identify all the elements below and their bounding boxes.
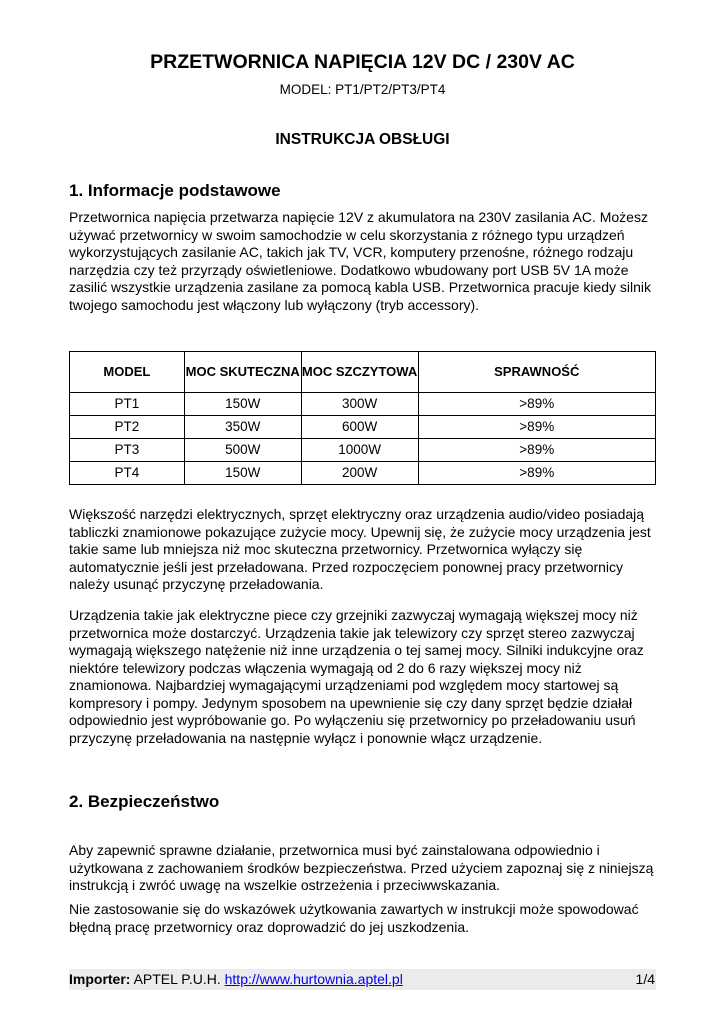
- table-header-cell: SPRAWNOŚĆ: [418, 352, 655, 393]
- page-number: 1/4: [635, 971, 655, 987]
- section-2-heading: 2. Bezpieczeństwo: [69, 792, 220, 811]
- section-1-paragraph-3: Urządzenia takie jak elektryczne piece czy grzejniki zazwyczaj wymagają większej mocy niż przetwornica może dostarczyć. Urządzenia takie jak telewizory czy sprzęt stereo zazwyczaj wymagają większego natężenie niż inne urządzenia o tej samej mocy. Silniki indukcyjne oraz niektóre telewizory podczas włączenia wymagają od 2 do 6 razy większej mocy niż znamionowa. Najbardziej wymagającymi urządzeniami pod względem mocy startowej są kompresory i pompy. Jedynym sposobem na upewnienie się czy dany sprzęt będzie działał odpowiednio jest wypróbowanie go. Po wyłączeniu się przetwornicy po przeładowaniu usuń przyczynę przeładowania na następnie wyłącz i ponownie włącz urządzenie.: [69, 607, 644, 746]
- table-header-row: [70, 352, 656, 393]
- table-cell: >89%: [418, 439, 655, 462]
- table-cell: >89%: [418, 393, 655, 416]
- document-subtitle: INSTRUKCJA OBSŁUGI: [275, 131, 450, 148]
- table-header-cell: MODEL: [70, 352, 185, 393]
- model-line: MODEL: PT1/PT2/PT3/PT4: [279, 82, 446, 97]
- table-row: [70, 439, 656, 462]
- section-1-heading: 1. Informacje podstawowe: [69, 181, 281, 200]
- table-cell: 150W: [184, 393, 301, 416]
- importer-name: APTEL P.U.H.: [133, 971, 221, 987]
- table-cell: >89%: [418, 416, 655, 439]
- table-cell: 1000W: [301, 439, 418, 462]
- spec-table: [69, 351, 656, 485]
- table-cell: 350W: [184, 416, 301, 439]
- table-row: [70, 416, 656, 439]
- table-cell: PT4: [70, 462, 185, 485]
- table-cell: PT2: [70, 416, 185, 439]
- section-1-intro: Przetwornica napięcia przetwarza napięcie 12V z akumulatora na 230V zasilania AC. Możesz używać przetwornicy w swoim samochodzie w celu skorzystania z różnego typu urządzeń wykorzystujących zasilanie AC, takich jak TV, VCR, komputery przenośne, różnego rodzaju narzędzia czy też przyrządy oświetleniowe. Dodatkowo wbudowany port USB 5V 1A może zasilić wszystkie urządzenia zasilane za pomocą kabla USB. Przetwornica pracuje kiedy silnik twojego samochodu jest włączony lub wyłączony (tryb accessory).: [69, 209, 652, 313]
- importer-website-link[interactable]: http://www.hurtownia.aptel.pl: [224, 971, 403, 987]
- section-2-paragraph-2: Nie zastosowanie się do wskazówek użytkowania zawartych w instrukcji może spowodować błędną pracę przetwornicy oraz doprowadzić do jej uszkodzenia.: [69, 901, 639, 935]
- table-cell: PT1: [70, 393, 185, 416]
- table-cell: >89%: [418, 462, 655, 485]
- page-footer: [69, 969, 656, 990]
- table-header-cell: MOC SZCZYTOWA: [301, 352, 418, 393]
- table-row: [70, 393, 656, 416]
- table-cell: 150W: [184, 462, 301, 485]
- table-header-cell: MOC SKUTECZNA: [184, 352, 301, 393]
- document-title: PRZETWORNICA NAPIĘCIA 12V DC / 230V AC: [150, 51, 575, 73]
- table-row: [70, 462, 656, 485]
- section-1-paragraph-2: Większość narzędzi elektrycznych, sprzęt elektryczny oraz urządzenia audio/video posiadają tabliczki znamionowe pokazujące zużycie mocy. Upewnij się, że zużycie mocy urządzenia jest takie same lub mniejsza niż moc skuteczna przetwornicy. Przetwornica wyłączy się automatycznie jeśli jest przeładowana. Przed rozpoczęciem ponownej pracy przetwornicy należy usunąć przyczynę przeładowania.: [69, 506, 651, 592]
- table-cell: 200W: [301, 462, 418, 485]
- importer-label: Importer:: [69, 971, 131, 987]
- table-cell: PT3: [70, 439, 185, 462]
- section-2-paragraph-1: Aby zapewnić sprawne działanie, przetwornica musi być zainstalowana odpowiednio i użytkowana z zachowaniem środków bezpieczeństwa. Przed użyciem zapoznaj się z niniejszą instrukcją i zwróć uwagę na wszelkie ostrzeżenia i przeciwwskazania.: [69, 842, 654, 893]
- table-cell: 300W: [301, 393, 418, 416]
- table-cell: 500W: [184, 439, 301, 462]
- table-cell: 600W: [301, 416, 418, 439]
